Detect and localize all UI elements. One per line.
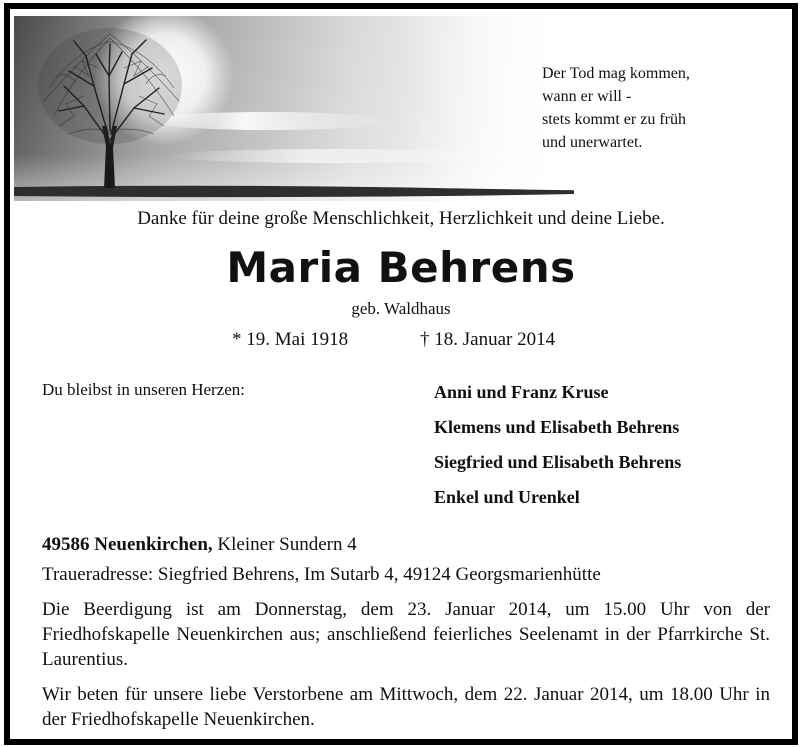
- quote-text: [542, 62, 690, 154]
- born-name: geb. Waldhaus: [351, 299, 451, 318]
- mourner-item: Siegfried und Elisabeth Behrens: [434, 452, 682, 472]
- prayer-info: Wir beten für unsere liebe Verstorbene am Mittwoch, dem 22. Januar 2014, um 18.00 Uhr in der Friedhofskapelle Neuenkirchen.: [42, 684, 770, 730]
- mourners-list: [434, 380, 681, 520]
- mourner-item: Anni und Franz Kruse: [434, 382, 609, 402]
- mourner-item: Klemens und Elisabeth Behrens: [434, 417, 680, 437]
- obituary-frame: [4, 3, 798, 745]
- thanks-line: Danke für deine große Menschlichkeit, Herzlichkeit und deine Liebe.: [137, 208, 665, 229]
- birth-date: * 19. Mai 1918: [232, 329, 349, 350]
- death-date: † 18. Januar 2014: [420, 329, 556, 350]
- mourner-item: Enkel und Urenkel: [434, 487, 580, 507]
- mourning-address: Traueradresse: Siegfried Behrens, Im Sutarb 4, 49124 Georgsmarienhütte: [42, 564, 601, 585]
- quote-line-1: Der Tod mag kommen,: [542, 65, 690, 82]
- quote-line-3: stets kommt er zu früh: [542, 111, 686, 128]
- address-street: Kleiner Sundern 4: [212, 534, 357, 555]
- quote-line-2: wann er will -: [542, 88, 632, 105]
- address-city: 49586 Neuenkirchen,: [42, 534, 213, 555]
- remain-text: Du bleibst in unseren Herzen:: [42, 380, 245, 399]
- quote-line-4: und unerwartet.: [542, 134, 643, 151]
- home-address: [42, 532, 770, 557]
- funeral-info: Die Beerdigung ist am Donnerstag, dem 23. Januar 2014, um 15.00 Uhr von der Friedhofskapelle Neuenkirchen aus; anschließend feierliches Seelenamt in der Pfarrkirche St. Laurentius.: [42, 599, 770, 670]
- deceased-name: Maria Behrens: [226, 243, 576, 292]
- tree-landscape-image: [14, 16, 574, 201]
